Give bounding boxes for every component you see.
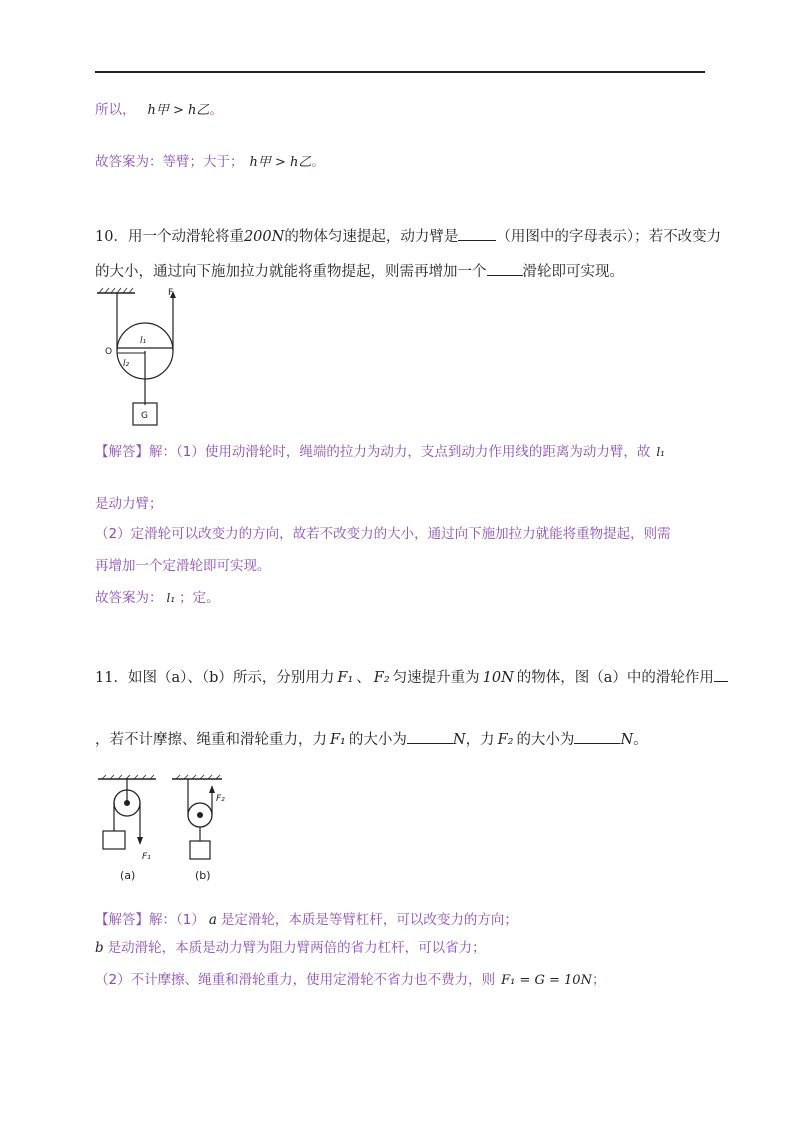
label-O: O [105,347,113,357]
answer-line-final: 故答案为：等臂；大于； h甲 > h乙。 [95,154,325,170]
label-l1: l₁ [140,336,147,346]
solution-11-line1: 【解答】解：（1） a 是定滑轮，本质是等臂杠杆，可以改变力的方向； [95,912,518,928]
unit-N: N [620,732,634,748]
solution-11-line3: （2）不计摩擦、绳重和滑轮重力，使用定滑轮不省力也不费力，则 F₁ = G = 10N； [95,972,606,988]
solution-10-line1: 【解答】解：（1）使用动滑轮时，绳端的拉力为动力，支点到动力作用线的距离为动力臂，故 l₁ [95,444,665,460]
math-h-compare: h甲 > h乙 [147,103,210,118]
question-11-line2: ，若不计摩擦、绳重和滑轮重力，力 F₁ 的大小为 N，力 F₂ 的大小为 N。 [95,728,648,750]
solution-10-line4: 再增加一个定滑轮即可实现。 [95,558,271,574]
label-G: G [141,411,148,421]
weight-value: 10N [482,670,514,686]
label-a-F1: F₁ [142,852,151,862]
math-F2: F₂ [373,670,390,686]
math-F1-equals: F₁ = G = 10N [501,973,592,988]
math-h-compare: h甲 > h乙 [249,155,312,170]
question-10-line2: 的大小，通过向下施加拉力就能将重物提起，则需再增加一个 滑轮即可实现。 [95,260,624,282]
math-F1: F₁ [330,732,346,748]
math-F2: F₂ [497,732,514,748]
question-11-line1: 11．如图（a）、（b）所示，分别用力 F₁ 、 F₂ 匀速提升重为 10N 的物体，图（a）中的滑轮作用 [95,666,728,688]
pulleys-figure [98,773,248,888]
solution-10-line3: （2）定滑轮可以改变力的方向，故若不改变力的大小，通过向下施加拉力就能将重物提起，则需 [95,526,671,542]
solution-11-line2: b 是动滑轮，本质是动力臂为阻力臂两倍的省力杠杆，可以省力； [95,940,486,956]
weight-value: 200N [243,229,285,245]
var-b: b [95,940,104,956]
label-a: (a) [120,869,136,882]
var-a: a [208,912,217,928]
label-b: (b) [195,869,211,882]
answer-blank[interactable] [407,728,453,744]
label-F: F [168,288,174,298]
math-l1: l₁ [656,445,665,459]
answer-line-so: 所以， h甲 > h乙。 [95,102,223,118]
solution-10-line5: 故答案为： l₁ ；定。 [95,590,220,606]
answer-blank[interactable] [574,728,620,744]
label-b-F2: F₂ [216,794,225,804]
math-F1: F₁ [337,670,354,686]
answer-blank[interactable] [714,666,728,682]
answer-blank[interactable] [487,260,523,276]
math-l1: l₁ [166,591,176,605]
header-rule [95,71,705,73]
unit-N: N [452,732,466,748]
solution-10-line2: 是动力臂； [95,496,163,512]
answer-blank[interactable] [458,225,496,241]
label-l2: l₂ [123,359,130,369]
question-10-line1: 10．用一个动滑轮将重200N的物体匀速提起，动力臂是 （用图中的字母表示）；若不改变力 [95,225,721,247]
movable-pulley-figure [95,285,195,430]
